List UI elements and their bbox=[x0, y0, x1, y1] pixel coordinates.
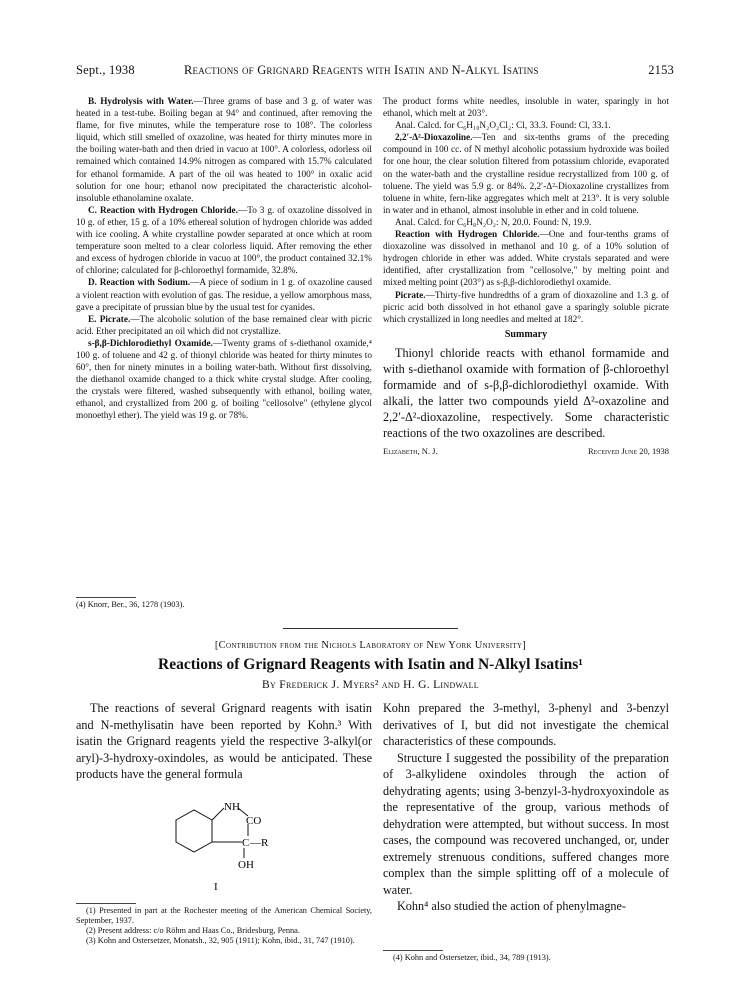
benzene-ring bbox=[176, 810, 212, 852]
paragraph-text: —Ten and six-tenths grams of the preceding compound in 100 cc. of N methyl alcoholic potassium hydroxide was boiled for one hour, the clear solution filtered from potassium chloride, evaporated on the water-bath and the crystalline residue recrystallized from 100 g. of toluene. The yield was 5.9 g. or 84%. 2,2′-Δ²-Dioxazoline crystallizes from toluene in white, fern-like aggregates which melt at 213°. It is very soluble in water and in ethanol, almost insoluble in ether and in cold toluene. bbox=[383, 133, 669, 216]
footnote: (2) Present address: c/o Röhm and Haas Co., Bridesburg, Penna. bbox=[86, 926, 300, 935]
paragraph bbox=[76, 96, 372, 205]
paragraph-heading: s-β,β-Dichlorodiethyl Oxamide. bbox=[88, 338, 213, 349]
bond-line bbox=[212, 808, 224, 820]
paragraph: The product forms white needles, insoluble in water, sparingly in hot ethanol, which melt at 203°. bbox=[383, 97, 669, 120]
left-column-top bbox=[76, 96, 372, 423]
analysis-line: Anal. Calcd. for C₆H₁₀N₂O₂Cl₂: Cl, 33.3. Found: Cl, 33.1. bbox=[395, 121, 611, 132]
paragraph-text: —Three grams of base and 3 g. of water was heated in a test-tube. Boiling began at 94° and continued, after removing the flame, for five minutes, while the temperature rose to 108°. The colorless liquid, which still smelled of oxazoline, was heated for thirty minutes more in the boiling water-bath and then dried in vacuo at 100°. A colorless, odorless oil remained which contained 14.9% nitrogen as compared with 15.7% calculated for ethanol formamide. A part of the oil was heated to 100° in oxalic acid solution for one hour; ethanol now precipitated the characteristic alcohol-insoluble ethanolamine oxalate. bbox=[76, 97, 372, 204]
paragraph-text: —To 3 g. of oxazoline dissolved in 10 g. of ether, 15 g. of a 10% ethereal solution of hydrogen chloride was added with ice cooling. A white crystalline powder separated at once which at room temperature soon melted to a clear colorless liquid. After removing the ether and excess of hydrogen chloride in vacuo at 100°, the product contained 32.1% of chlorine; calculated for β-chloroethyl formamide, 32.8%. bbox=[76, 205, 372, 277]
received-date: Received June 20, 1938 bbox=[588, 445, 669, 456]
paragraph-text: —One and four-tenths grams of dioxazoline was dissolved in methanol and 10 g. of a 10% solution of hydrogen chloride in ether was added. White crystals separated and were identified, after crystallization from "cellosolve," by melting point and mixed melting point (203°) as s-β,β-dichlorodiethyl oxamide. bbox=[383, 230, 670, 289]
structure-label: I bbox=[214, 881, 218, 893]
co-label: CO bbox=[246, 815, 262, 827]
paragraph-heading: D. Reaction with Sodium. bbox=[88, 278, 191, 289]
paragraph: Kohn prepared the 3-methyl, 3-phenyl and 3-benzyl derivatives of I, but did not investigate the chemical characteristics of these compounds. bbox=[383, 701, 669, 748]
structure-diagram bbox=[150, 790, 290, 895]
summary-text: Thionyl chloride reacts with ethanol formamide and with s-diethanol oxamide with formation of β-chloroethyl formamide and of s-β,β-dichlorodiethyl oxamide. With alkali, the latter two compounds yield Δ²-oxazoline and 2,2′-Δ²-dioxazoline, respectively. Some characteristic reactions of the two oxazolines are described. bbox=[383, 345, 669, 440]
header-running-title: Reactions of Grignard Reagents with Isatin and N-Alkyl Isatins bbox=[184, 63, 539, 77]
paragraph bbox=[383, 229, 669, 289]
contribution-line: [Contribution from the Nichols Laboratory of New York University] bbox=[214, 640, 527, 651]
summary-heading: Summary bbox=[504, 328, 548, 340]
paragraph-heading: Reaction with Hydrogen Chloride. bbox=[395, 230, 540, 241]
footnote: (1) Presented in part at the Rochester meeting of the American Chemical Society, September, 1937. bbox=[76, 906, 372, 925]
paragraph: The reactions of several Grignard reagents with isatin and N-methylisatin have been reported by Kohn.³ With isatin the Grignard reagents yield the respective 3-alkyl(or aryl)-3-hydroxy-oxindoles, as would be anticipated. These products have the general formula bbox=[76, 701, 372, 781]
signature-line bbox=[383, 445, 669, 457]
header-date: Sept., 1938 bbox=[76, 63, 135, 77]
footnotes-right bbox=[383, 953, 669, 963]
footnote-4-left: (4) Knorr, Ber., 36, 1278 (1903). bbox=[76, 600, 185, 609]
footnote-rule bbox=[76, 903, 136, 904]
paragraph bbox=[76, 205, 372, 278]
paragraph bbox=[383, 132, 669, 217]
paragraph bbox=[76, 277, 372, 313]
nh-label: NH bbox=[224, 801, 240, 813]
paragraph-heading: 2,2′-Δ²-Dioxazoline. bbox=[395, 133, 473, 144]
paragraph-text: —A piece of sodium in 1 g. of oxazoline caused a violent reaction with evolution of gas. The residue, a yellow amorphous mass, gave a precipitate of prussian blue by the usual test for cyanides. bbox=[76, 278, 372, 313]
paragraph: Structure I suggested the possibility of the preparation of 3-alkylidene oxindoles through the action of dehydrating agents; using 3-benzyl-3-hydroxyoxindole as the representative of the group, various methods of dehydration were attempted, but without success. In most cases, the compound was recovered unchanged, or, under extremely strenuous conditions, suffered changes more complex than the simple splitting off of a molecule of water. bbox=[383, 750, 669, 897]
footnote: (3) Kohn and Ostersetzer, Monatsh., 32, 905 (1911); Kohn, ibid., 31, 747 (1910). bbox=[86, 936, 355, 945]
article-title: Reactions of Grignard Reagents with Isatin and N-Alkyl Isatins¹ bbox=[158, 656, 583, 673]
paragraph bbox=[383, 290, 669, 326]
paragraph-text: —The alcoholic solution of the base remained clear with picric acid. Ether precipitated an oil which did not crystallize. bbox=[76, 314, 372, 337]
paragraph bbox=[76, 338, 372, 423]
r-label: —R bbox=[250, 837, 269, 849]
header-page-number: 2153 bbox=[648, 63, 674, 77]
oh-label: OH bbox=[238, 859, 254, 871]
footnotes-left bbox=[76, 906, 372, 946]
article-left-column bbox=[76, 700, 372, 783]
paragraph-text: —Twenty grams of s-diethanol oxamide,⁴ 100 g. of toluene and 42 g. of thionyl chloride was heated for thirty minutes to 60°, then for ninety minutes in a boiling water-bath. Without first dissolving, the diethanol oxamide changed to a thick white crystal sludge. After cooling, the crystals were filtered, washed subsequently with ethanol, boiling water, ethanol, and crystallized from 200 g. of boiling "cellosolve" (ethylene glycol monoethyl ether). The yield was 19 g. or 78%. bbox=[76, 338, 372, 422]
paragraph-text: —Thirty-five hundredths of a gram of dioxazoline and 1.3 g. of picric acid both dissolved in hot ethanol gave a sparingly soluble picrate which crystallized in long needles and melted at 182°. bbox=[383, 290, 669, 325]
signature-place: Elizabeth, N. J. bbox=[383, 445, 438, 456]
paragraph-heading: C. Reaction with Hydrogen Chloride. bbox=[88, 205, 238, 216]
footnote-rule bbox=[383, 950, 443, 951]
running-header bbox=[76, 63, 674, 79]
article-right-column bbox=[383, 700, 669, 915]
summary-section bbox=[383, 345, 669, 441]
paragraph-heading: Picrate. bbox=[395, 290, 426, 301]
paragraph-heading: E. Picrate. bbox=[88, 314, 131, 325]
right-column-top bbox=[383, 96, 669, 457]
paragraph: Kohn⁴ also studied the action of phenylmagne- bbox=[397, 899, 626, 913]
footnote: (4) Kohn and Ostersetzer, ibid., 34, 789 (1913). bbox=[393, 953, 551, 962]
article-divider bbox=[283, 628, 458, 629]
paragraph-heading: B. Hydrolysis with Water. bbox=[88, 97, 194, 107]
analysis-line: Anal. Calcd. for C₆H₈N₂O₂: N, 20.0. Found: N, 19.9. bbox=[395, 217, 592, 228]
c-label: C bbox=[242, 837, 250, 849]
paragraph bbox=[76, 314, 372, 338]
footnote-rule bbox=[76, 597, 136, 598]
article-authors: By Frederick J. Myers² and H. G. Lindwall bbox=[262, 679, 479, 691]
